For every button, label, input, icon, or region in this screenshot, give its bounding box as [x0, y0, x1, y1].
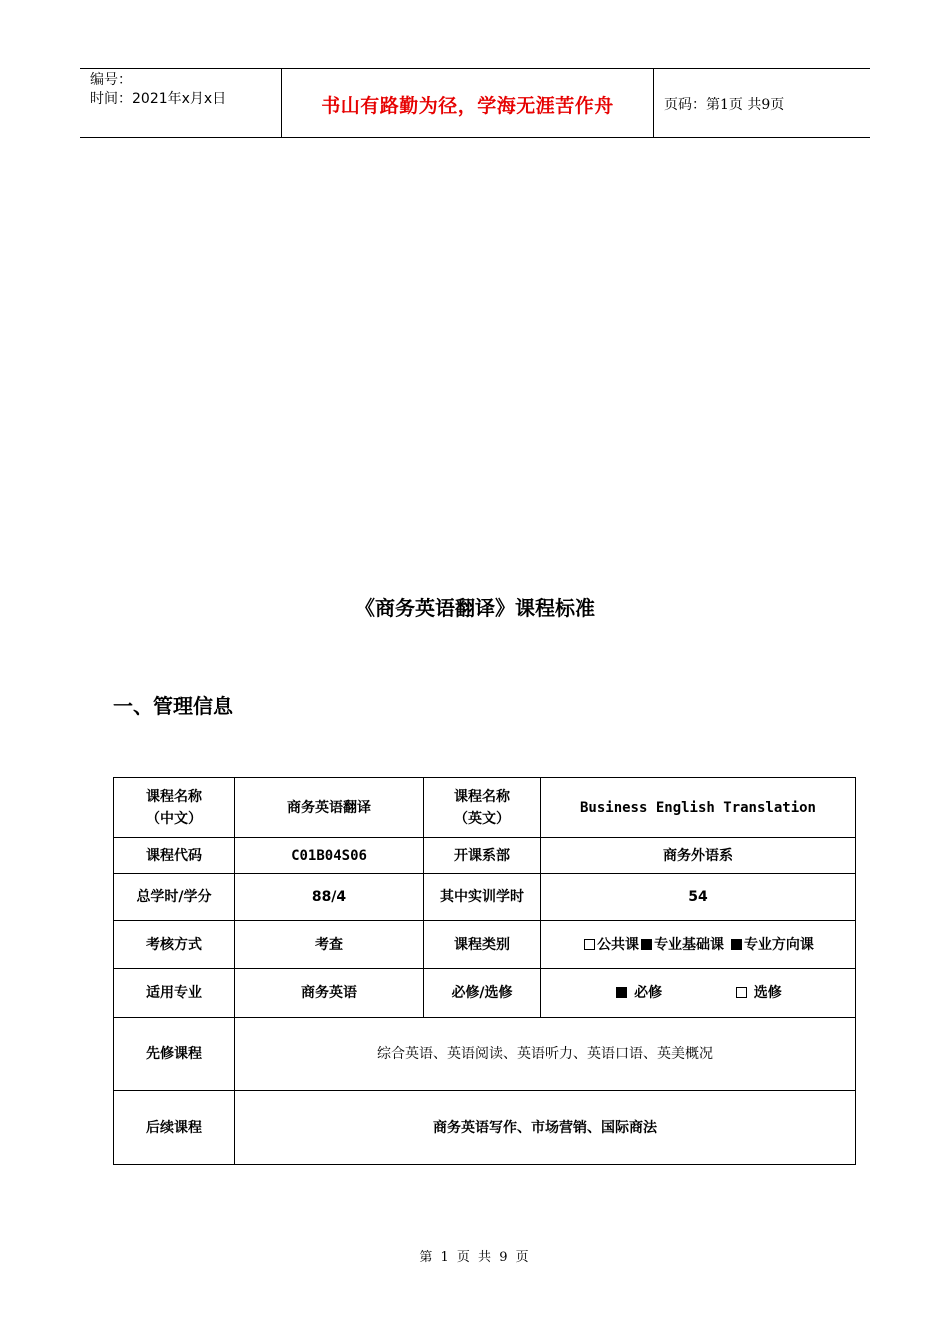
course-name-cn-label: 课程名称 （中文）	[114, 778, 235, 838]
page-footer: 第 1 页 共 9 页	[419, 1250, 531, 1265]
number-label: 编号：	[90, 72, 132, 88]
table-row	[114, 838, 856, 874]
practical-hours-label: 其中实训学时	[424, 874, 541, 921]
hours-credits-label: 总学时/学分	[114, 874, 235, 921]
page-header	[80, 68, 870, 138]
required-elective-label: 必修/选修	[424, 969, 541, 1018]
course-name-en: Business English Translation	[541, 778, 856, 838]
practical-hours: 54	[541, 874, 856, 921]
course-name-cn: 商务英语翻译	[235, 778, 424, 838]
category-option-foundation: 专业基础课	[654, 936, 725, 953]
table-row	[114, 969, 856, 1018]
prerequisite-label: 先修课程	[114, 1018, 235, 1091]
required-option-label: 必修	[634, 985, 663, 1001]
course-code: C01B04S06	[235, 838, 424, 874]
major-label: 适用专业	[114, 969, 235, 1018]
header-page-info: 页码：第1页 共9页	[664, 97, 785, 113]
major: 商务英语	[235, 969, 424, 1018]
table-row	[114, 1091, 856, 1165]
hours-credits: 88/4	[235, 874, 424, 921]
elective-option-label: 选修	[753, 985, 782, 1001]
table-row	[114, 921, 856, 969]
category-label: 课程类别	[424, 921, 541, 969]
header-motto-cell	[282, 69, 654, 137]
department-label: 开课系部	[424, 838, 541, 874]
time-label: 时间：2021年x月x日	[90, 91, 227, 107]
category-checkbox-foundation[interactable]	[641, 939, 652, 950]
assessment: 考查	[235, 921, 424, 969]
required-checkbox[interactable]	[616, 987, 627, 998]
required-elective-options	[541, 969, 856, 1018]
prerequisites: 综合英语、英语阅读、英语听力、英语口语、英美概况	[235, 1018, 856, 1091]
follow-up-label: 后续课程	[114, 1091, 235, 1165]
category-checkbox-direction[interactable]	[731, 939, 742, 950]
table-row	[114, 1018, 856, 1091]
motto-text: 书山有路勤为径，学海无涯苦作舟	[321, 95, 614, 117]
assessment-label: 考核方式	[114, 921, 235, 969]
department: 商务外语系	[541, 838, 856, 874]
category-option-public: 公共课	[597, 936, 640, 953]
category-checkbox-public[interactable]	[584, 939, 595, 950]
header-meta	[80, 69, 282, 137]
section-heading: 一、管理信息	[113, 694, 233, 718]
category-option-direction: 专业方向课	[743, 936, 814, 953]
category-options	[541, 921, 856, 969]
course-name-en-label: 课程名称 （英文）	[424, 778, 541, 838]
elective-checkbox[interactable]	[736, 987, 747, 998]
table-row	[114, 778, 856, 838]
course-code-label: 课程代码	[114, 838, 235, 874]
follow-up-courses: 商务英语写作、市场营销、国际商法	[235, 1091, 856, 1165]
table-row	[114, 874, 856, 921]
management-info-table	[113, 777, 856, 1165]
document-title: 《商务英语翻译》课程标准	[355, 596, 595, 620]
